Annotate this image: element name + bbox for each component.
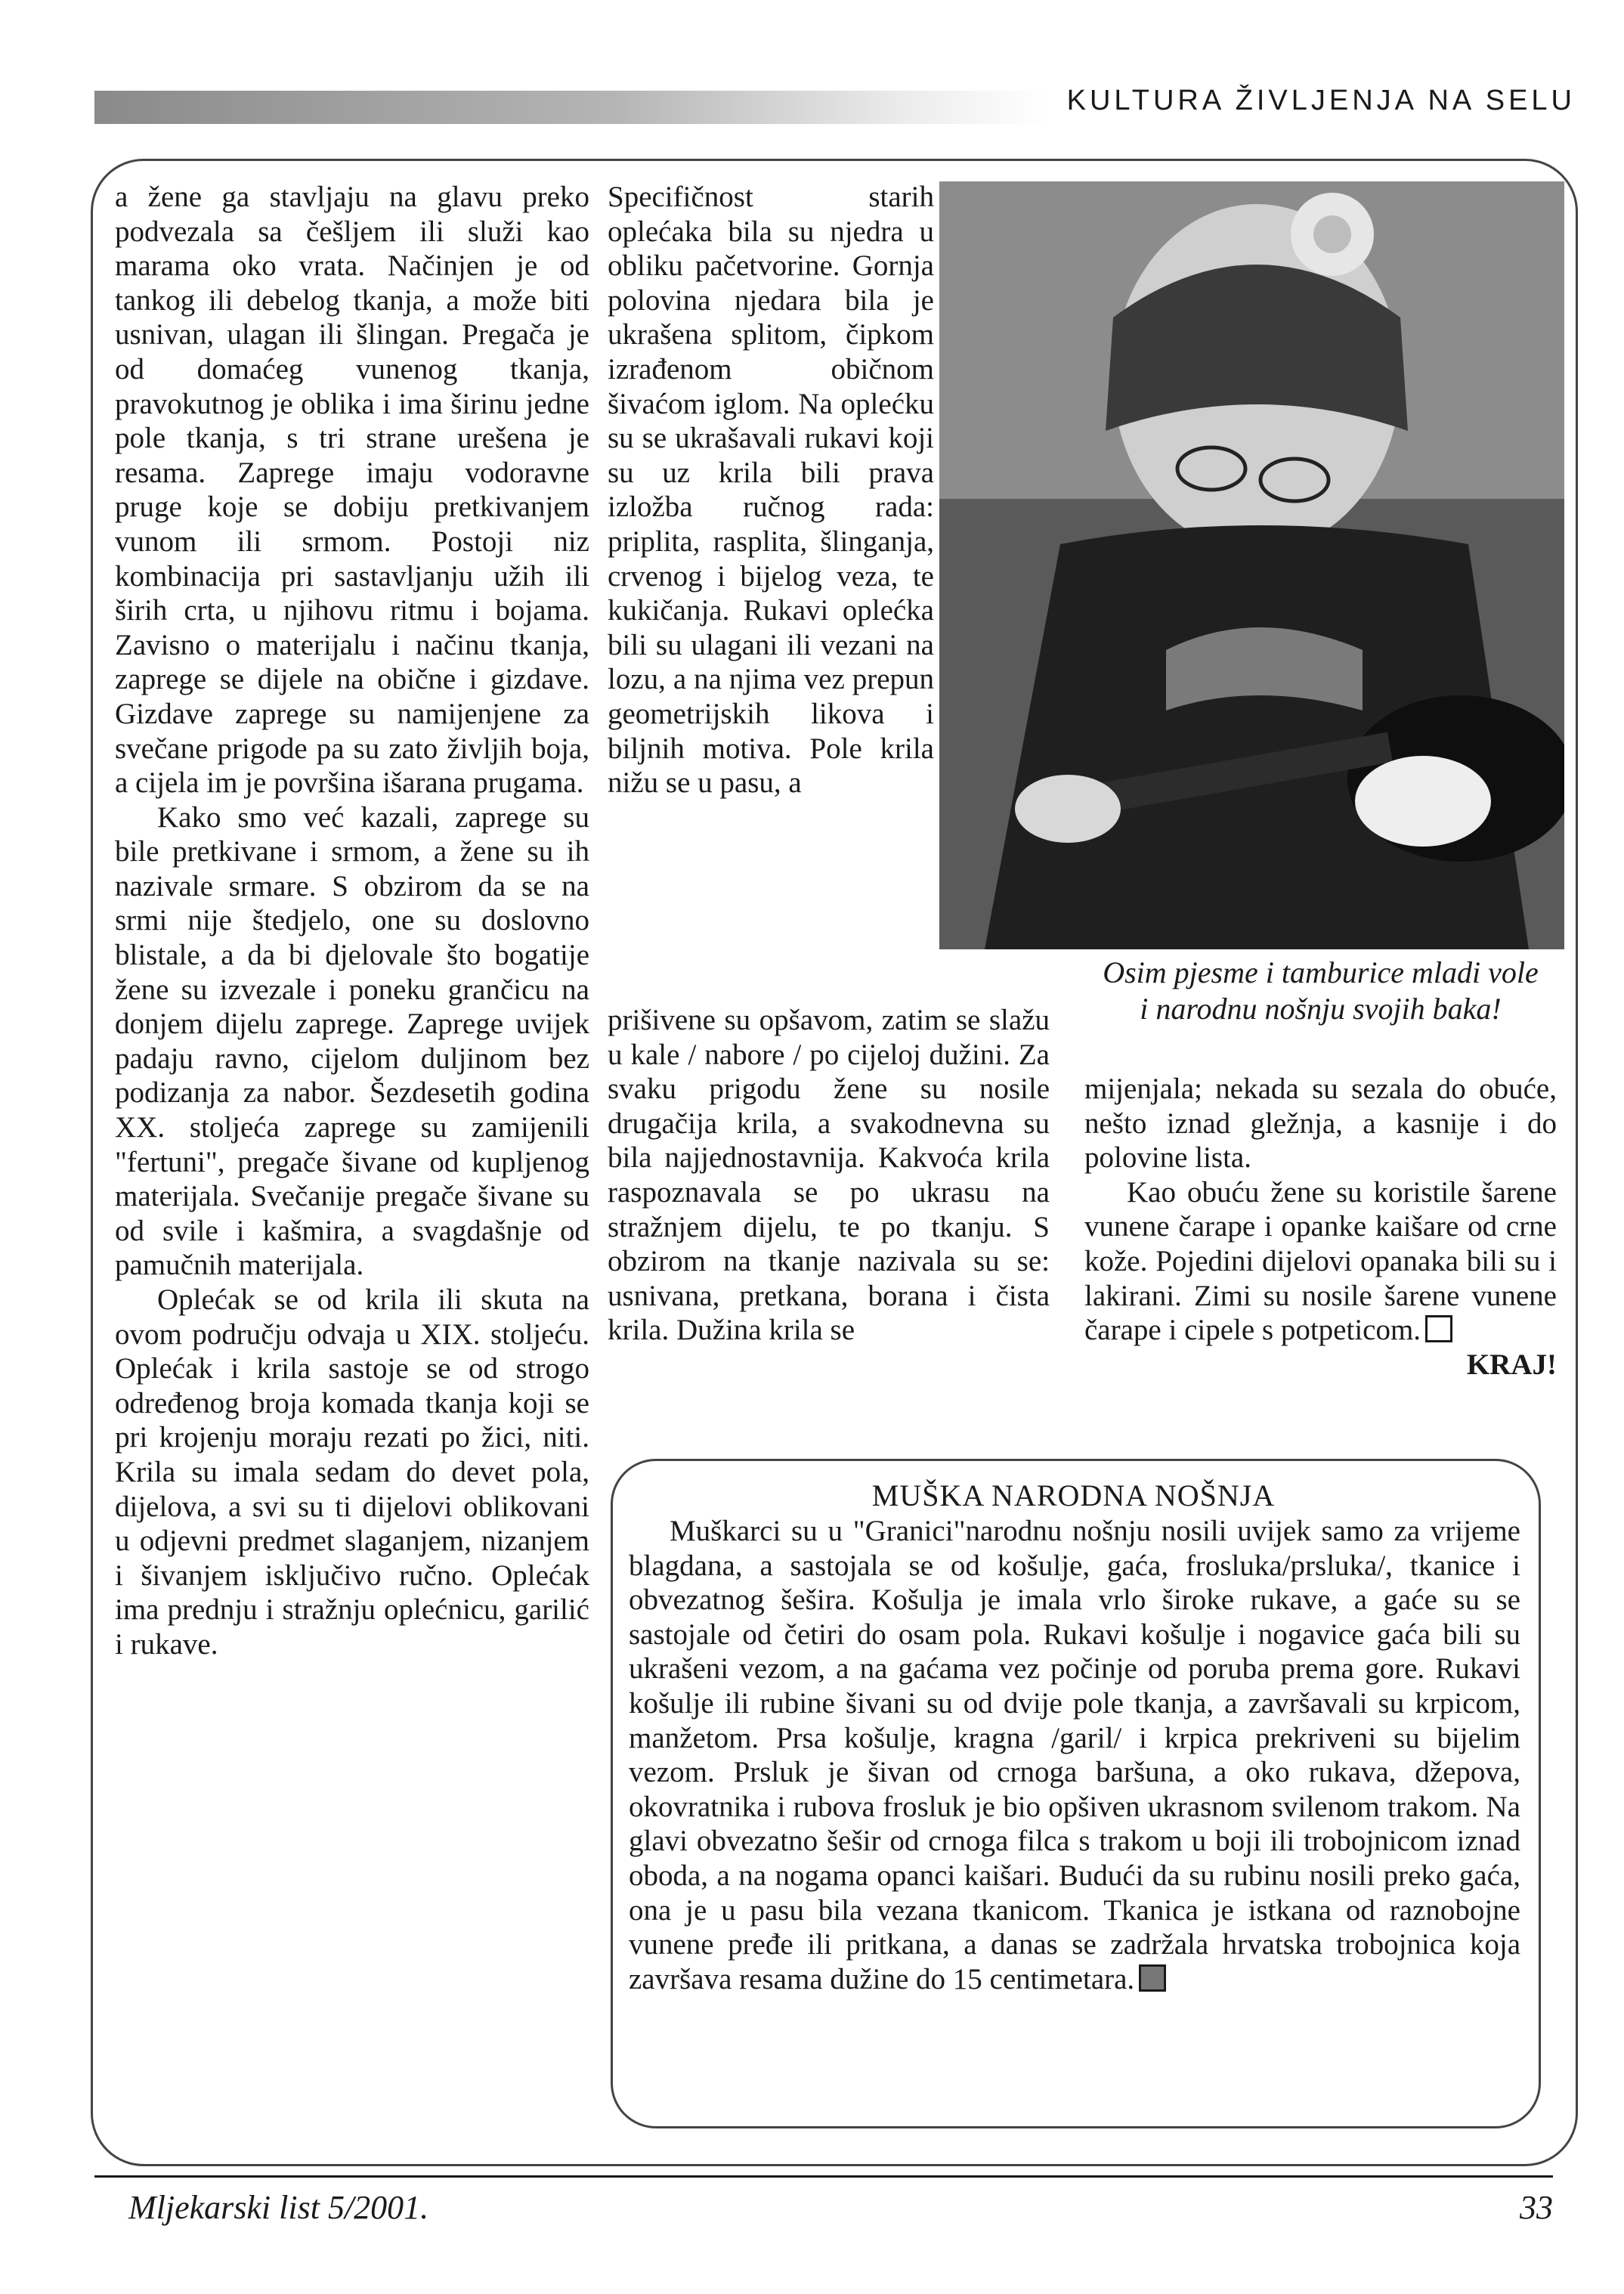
photo-girl-tamburica: [939, 181, 1564, 949]
column-1: [115, 180, 589, 1662]
header-decorative-bar: [94, 91, 1047, 124]
column-2-bottom: [608, 1003, 1050, 1348]
paragraph: Kako smo već kazali, zaprege su bile pretkivane i srmom, a žene su ih nazivale srmare. S obzirom da se na srmi nije štedjelo, one su doslovno blistale, a da bi djelovale što bogatije žene su izvezale i poneku grančicu na donjem dijelu zaprege. Zaprege uvijek padaju ravno, cijelom duljinom bez podizanja za nabor. Šezdesetih godina XX. stoljeća zaprege su zamijenili "fertuni", pregače šivane od kupljenog materijala. Svečanije pregače šivane su od svile i kašmira, a svagdašnje od pamučnih materijala.: [115, 800, 589, 1282]
column-3: [1084, 1072, 1557, 1382]
photo-illustration: [939, 181, 1564, 949]
end-square-icon: [1139, 1964, 1166, 1992]
section-title: KULTURA ŽIVLJENJA NA SELU: [1066, 85, 1576, 116]
paragraph: [1084, 1175, 1557, 1348]
caption-line: i narodnu nošnju svojih baka!: [1140, 992, 1502, 1026]
box-body: [629, 1514, 1520, 1996]
paragraph: mijenjala; nekada su sezala do obuće, nešto iznad gležnja, a kasnije i do polovine lista.: [1084, 1073, 1557, 1175]
photo-caption: [1073, 955, 1568, 1027]
paragraph-text: Kao obuću žene su koristile šarene vunene čarape i opanke kaišare od crne kože. Pojedini dijelovi opanaka bili su i lakirani. Zimi su nosile šarene vunene čarape i cipele s potpeticom.: [1084, 1175, 1557, 1347]
paragraph: a žene ga stavljaju na glavu preko podvezala sa češljem ili služi kao marama oko vrata. Načinjen je od tankog ili debelog tkanja, a može biti usnivan, ulagan ili šlingan. Pregača je od domaćeg vunenog tkanja, pravokutnog je oblika i ima širinu jedne pole tkanja, s tri strane urešena je resama. Zaprege imaju vodoravne pruge koje se dobiju pretkivanjem vunom ili srmom. Postoji niz kombinacija pri sastavljanju užih ili širih crta, u njihovu ritmu i bojama. Zavisno o materijalu i načinu tkanja, zaprege se dijele na obične i gizdave. Gizdave zaprege su namijenjene za svečane prigode pa su zato življih boja, a cijela im je površina išarana prugama.: [115, 181, 589, 800]
paragraph-text: Muškarci su u "Granici"narodnu nošnju nosili uvijek samo za vrijeme blagdana, a sastojala se od košulje, gaća, frosluka/prsluka/, tkanice i obvezatnog šešira. Košulja je imala vrlo široke rukave, a gaće su se sastojale od četiri do osam pola. Rukavi košulje i nogavice gaća bili su ukrašeni vezom, a na gaćama vez počinje od poruba prema gore. Rukavi košulje ili rubine šivani su od dvije pole tkanja, a završavali su krpicom, manžetom. Prsa košulje, kragna /garil/ i krpica prekriveni su bijelim vezom. Prsluk je šivan od crnoga baršuna, a oko rukava, džepova, okovratnika i rubova frosluk je bio opšiven ukrasnom svilenom trakom. Na glavi obvezatno šešir od crnoga filca s trakom u boji ili trobojnicom iznad oboda, a na nogama opanci kaišari. Budući da su rubinu nosili preko gaća, ona je u pasu bila vezana tkanicom. Tkanica je istkana od raznobojne vunene pređe ili pritkana, a danas se zadržala hrvatska trobojnica koja završava resama dužine do 15 centimetara.: [629, 1515, 1520, 1995]
paragraph: prišivene su opšavom, zatim se slažu u kale / nabore / po cijeloj dužini. Za svaku prigodu žene su nosile drugačija krila, a svakodnevna su bila najjednostavnija. Kakvoća krila raspoznavala se po ukrasu na stražnjem dijelu, te po tkanju. S obzirom na tkanje nazivala su se: usnivana, pretkana, borana i čista krila. Dužina krila se: [608, 1004, 1050, 1347]
footer-rule: [94, 2175, 1553, 2178]
paragraph: Oplećak se od krila ili skuta na ovom području odvaja u XIX. stoljeću. Oplećak i krila sastoje se od strogo određenog broja komada tkanja koji se pri krojenju moraju rezati po žici, niti. Krila su imala sedam do devet pola, dijelova, a svi su ti dijelovi oblikovani u odjevni predmet slaganjem, nizanjem i šivanjem isključivo ručno. Oplećak ima prednju i stražnju oplećnicu, garilić i rukave.: [115, 1283, 589, 1661]
paragraph: Specifičnost starih oplećaka bila su njedra u obliku pačetvorine. Gornja polovina njedara bila je ukrašena splitom, čipkom izrađenom običnom šivaćom iglom. Na oplećku su se ukrašavali rukavi koji su uz krila bili prava izložba ručnog rada: priplita, rasplita, šlinganja, crvenog i bijelog veza, te kukičanja. Rukavi oplećka bili su ulagani ili vezani na lozu, a na njima vez prepun geometrijskih likova i biljnih motiva. Pole krila nižu se u pasu, a: [608, 181, 934, 800]
column-2-top: [608, 180, 934, 800]
page-number: 33: [1520, 2189, 1553, 2226]
caption-line: Osim pjesme i tamburice mladi vole: [1103, 955, 1539, 989]
paragraph: [629, 1514, 1520, 1996]
box-title: MUŠKA NARODNA NOŠNJA: [871, 1478, 1276, 1512]
end-mark: KRAJ!: [1466, 1348, 1557, 1381]
end-square-icon: [1425, 1315, 1452, 1342]
footer-publication: Mljekarski list 5/2001.: [128, 2189, 429, 2226]
